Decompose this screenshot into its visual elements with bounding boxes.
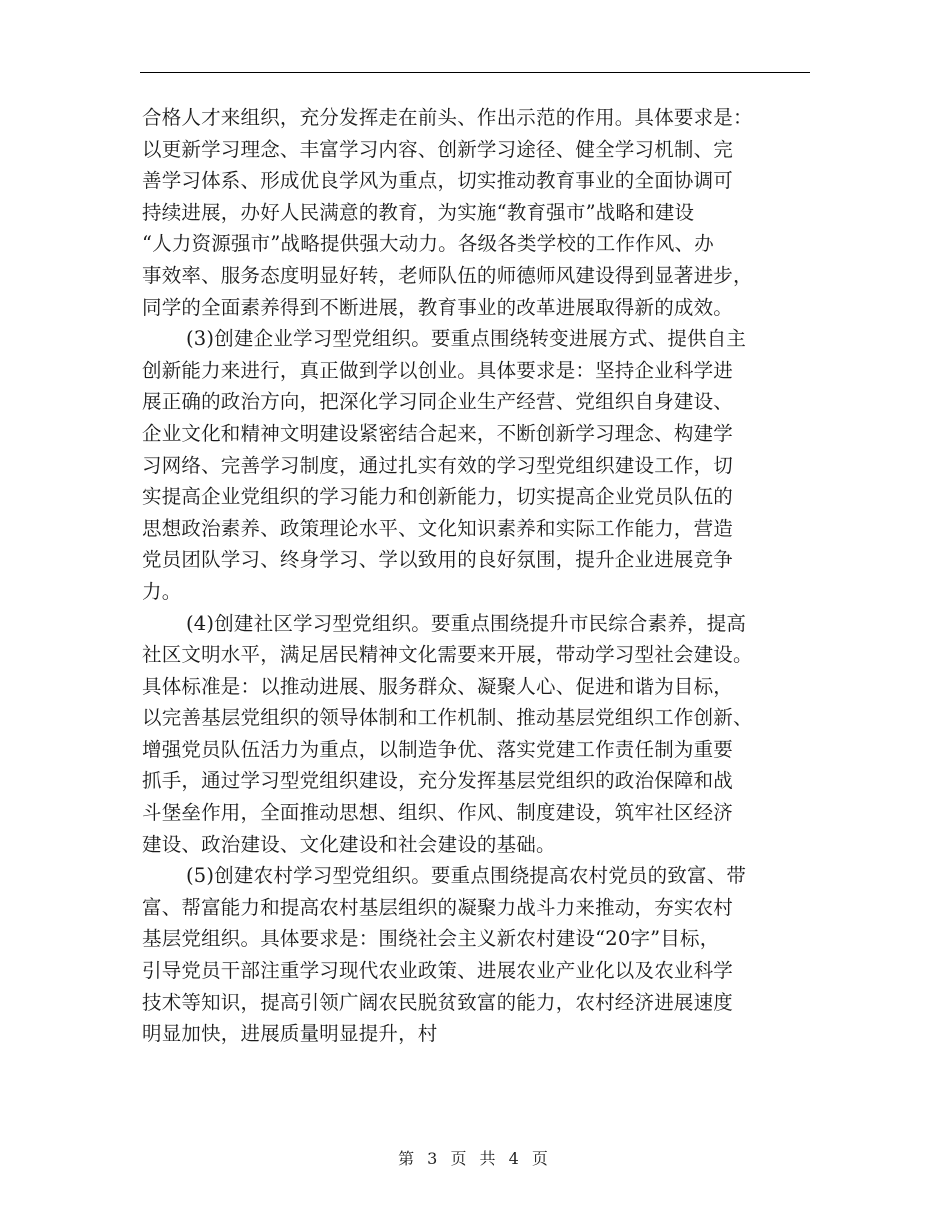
text-line: 思想政治素养、政策理论水平、文化知识素养和实际工作能力，营造	[142, 516, 734, 540]
text-line: 引导党员干部注重学习现代农业政策、进展农业产业化以及农业科学	[142, 959, 734, 983]
page-footer: 第 3 页 共 4 页	[398, 1149, 552, 1168]
text-line: 技术等知识，提高引领广阔农民脱贫致富的能力，农村经济进展速度	[142, 990, 734, 1014]
text-line: (4)创建社区学习型党组织。要重点围绕提升市民综合素养，提高	[186, 611, 747, 635]
text-line: “人力资源强市”战略提供强大动力。各级各类学校的工作作风、办	[142, 232, 714, 256]
text-line: 合格人才来组织，充分发挥走在前头、作出示范的作用。具体要求是：	[142, 106, 753, 129]
text-line: 抓手，通过学习型党组织建设，充分发挥基层党组织的政治保障和战	[142, 769, 734, 793]
text-line: 建设、政治建设、文化建设和社会建设的基础。	[142, 832, 556, 856]
text-line: 具体标准是：以推动进展、服务群众、凝聚人心、促进和谐为目标，	[142, 674, 734, 698]
text-line: 持续进展，办好人民满意的教育，为实施“教育强市”战略和建设	[142, 200, 695, 224]
text-line: 富、帮富能力和提高农村基层组织的凝聚力战斗力来推动，夯实农村	[142, 895, 734, 919]
text-line: 社区文明水平，满足居民精神文化需要来开展，带动学习型社会建设。	[142, 643, 753, 667]
body-text	[142, 102, 810, 1050]
text-line: 基层党组织。具体要求是：围绕社会主义新农村建设“20字”目标，	[142, 927, 720, 951]
text-line: 党员团队学习、终身学习、学以致用的良好氛围，提升企业进展竞争	[142, 548, 734, 572]
text-line: 善学习体系、形成优良学风为重点，切实推动教育事业的全面协调可	[142, 169, 734, 193]
header-rule	[140, 72, 810, 73]
text-line: 明显加快，进展质量明显提升，村	[142, 1022, 438, 1046]
text-line: 创新能力来进行，真正做到学以创业。具体要求是：坚持企业科学进	[142, 358, 734, 382]
text-line: (5)创建农村学习型党组织。要重点围绕提高农村党员的致富、带	[186, 864, 747, 888]
text-line: 以更新学习理念、丰富学习内容、创新学习途径、健全学习机制、完	[142, 137, 734, 161]
text-line: 实提高企业党组织的学习能力和创新能力，切实提高企业党员队伍的	[142, 485, 734, 509]
text-line: 力。	[142, 579, 182, 603]
text-line: 习网络、完善学习制度，通过扎实有效的学习型党组织建设工作，切	[142, 453, 734, 477]
text-line: 企业文化和精神文明建设紧密结合起来，不断创新学习理念、构建学	[142, 421, 734, 445]
text-line: 同学的全面素养得到不断进展，教育事业的改革进展取得新的成效。	[142, 295, 734, 319]
text-line: (3)创建企业学习型党组织。要重点围绕转变进展方式、提供自主	[186, 327, 747, 351]
text-line: 展正确的政治方向，把深化学习同企业生产经营、党组织自身建设、	[142, 390, 734, 414]
text-line: 斗堡垒作用，全面推动思想、组织、作风、制度建设，筑牢社区经济	[142, 801, 734, 825]
text-line: 增强党员队伍活力为重点，以制造争优、落实党建工作责任制为重要	[142, 737, 734, 761]
text-line: 事效率、服务态度明显好转，老师队伍的师德师风建设得到显著进步，	[142, 263, 753, 287]
text-line: 以完善基层党组织的领导体制和工作机制、推动基层党组织工作创新、	[142, 706, 753, 730]
